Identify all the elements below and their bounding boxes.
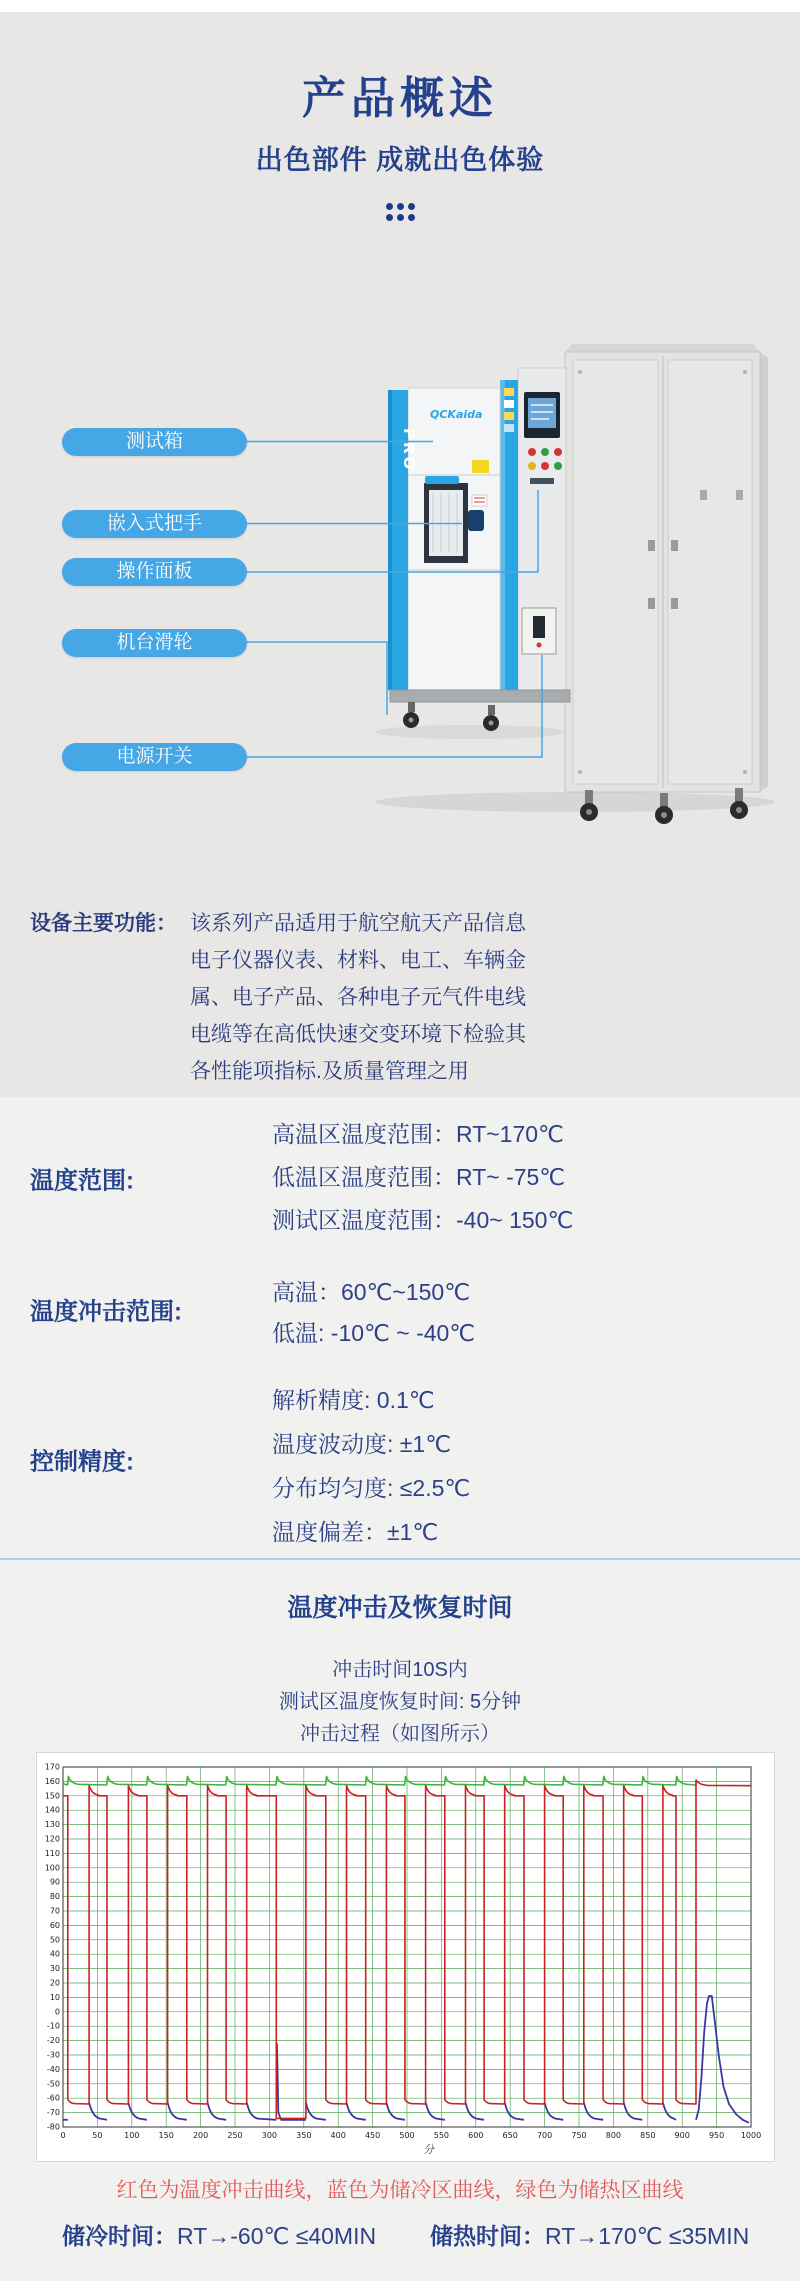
callout-power-switch: 电源开关 <box>62 743 247 771</box>
svg-text:0: 0 <box>54 2007 60 2017</box>
svg-text:170: 170 <box>44 1762 60 1772</box>
svg-text:80: 80 <box>49 1892 60 1902</box>
top-white-strip <box>0 0 800 12</box>
svg-text:1000: 1000 <box>740 2131 762 2140</box>
svg-text:120: 120 <box>44 1834 60 1844</box>
spec-label: 温度范围: <box>30 1167 134 1194</box>
shock-recovery-chart <box>36 1752 775 2162</box>
svg-text:160: 160 <box>44 1776 60 1786</box>
svg-text:-50: -50 <box>46 2079 60 2089</box>
svg-text:550: 550 <box>433 2131 450 2140</box>
svg-text:700: 700 <box>536 2131 553 2140</box>
svg-text:20: 20 <box>49 1978 60 1988</box>
callout-control-panel: 操作面板 <box>62 558 247 586</box>
svg-text:400: 400 <box>330 2131 346 2140</box>
page-subtitle: 出色部件 成就出色体验 <box>255 145 545 175</box>
svg-text:500: 500 <box>399 2131 415 2140</box>
recovery-notes: 冲击时间10S内 测试区温度恢复时间: 5分钟 冲击过程（如图所示） <box>278 1659 522 1745</box>
svg-text:60: 60 <box>49 1920 60 1930</box>
cold-storage-value: RT→-60℃ ≤40MIN <box>177 2223 377 2249</box>
svg-text:50: 50 <box>49 1935 60 1945</box>
grid-dots-icon <box>0 203 800 221</box>
svg-text:950: 950 <box>708 2131 725 2140</box>
svg-text:850: 850 <box>640 2131 656 2140</box>
callout-embedded-handle: 嵌入式把手 <box>62 510 247 538</box>
svg-text:-10: -10 <box>46 2021 60 2031</box>
svg-text:0: 0 <box>60 2131 66 2140</box>
main-functions-block <box>30 905 630 1090</box>
spec-rows: 高温区温度范围：RT~170℃ 低温区温度范围：RT~ -75℃ 测试区温度范围：-40~ 150℃ <box>272 1121 574 1233</box>
recovery-heading: 温度冲击及恢复时间 <box>287 1594 513 1622</box>
heat-storage-label: 储热时间： <box>430 2223 545 2249</box>
cold-storage-label: 储冷时间： <box>62 2223 177 2249</box>
svg-text:150: 150 <box>158 2131 174 2140</box>
pro-side-label: PRO <box>400 428 418 473</box>
svg-text:-80: -80 <box>46 2122 60 2132</box>
machine-handle <box>468 510 484 531</box>
spec-label: 温度冲击范围: <box>30 1298 182 1326</box>
callout-test-box: 测试箱 <box>62 428 247 456</box>
page-title: 产品概述 <box>302 74 498 123</box>
brand-logo: QCKaida <box>430 408 483 421</box>
svg-text:200: 200 <box>192 2131 209 2140</box>
spec-rows: 高温：60℃~150℃ 低温: -10℃ ~ -40℃ <box>272 1279 476 1346</box>
svg-text:40: 40 <box>49 1949 60 1959</box>
svg-text:分: 分 <box>423 2143 434 2156</box>
cabinet-door-left <box>573 360 658 784</box>
machine-illustration <box>0 340 800 860</box>
functions-label: 设备主要功能： <box>30 912 177 935</box>
svg-text:30: 30 <box>49 1964 60 1974</box>
svg-text:250: 250 <box>227 2131 243 2140</box>
heat-storage-value: RT→170℃ ≤35MIN <box>545 2223 750 2249</box>
svg-text:800: 800 <box>605 2131 622 2140</box>
chart-legend-text: 红色为温度冲击曲线，蓝色为储冷区曲线，绿色为储热区曲线 <box>116 2179 684 2202</box>
svg-text:-70: -70 <box>46 2108 60 2118</box>
svg-text:130: 130 <box>44 1820 60 1830</box>
spec-control-precision <box>0 1360 800 1560</box>
spec-shock-range <box>0 1258 800 1362</box>
heat-storage-time <box>430 2218 749 2251</box>
hero-section <box>0 12 800 1097</box>
svg-text:450: 450 <box>364 2131 381 2140</box>
svg-text:-60: -60 <box>46 2093 60 2103</box>
svg-text:-30: -30 <box>46 2050 60 2060</box>
warning-sticker <box>472 460 489 473</box>
svg-text:100: 100 <box>44 1863 60 1873</box>
svg-text:350: 350 <box>296 2131 312 2140</box>
functions-text: 该系列产品适用于航空航天产品信息 电子仪器仪表、材料、电工、车辆金 属、电子产品、各种电子元气件电线 电缆等在高低快速交变环境下检验其 各性能项指标.及质量管理之用 <box>190 912 526 1083</box>
spec-rows: 解析精度: 0.1℃ 温度波动度: ±1℃ 分布均匀度: ≤2.5℃ 温度偏差：±1℃ <box>272 1387 471 1545</box>
cabinet-door-right <box>668 360 752 784</box>
svg-text:90: 90 <box>49 1877 60 1887</box>
cold-storage-time <box>62 2218 376 2251</box>
svg-text:900: 900 <box>674 2131 690 2140</box>
svg-text:150: 150 <box>44 1791 60 1801</box>
svg-text:50: 50 <box>92 2131 103 2140</box>
svg-text:10: 10 <box>49 1992 60 2002</box>
svg-text:-40: -40 <box>46 2064 60 2074</box>
callout-machine-casters: 机台滑轮 <box>62 629 247 657</box>
svg-text:300: 300 <box>261 2131 278 2140</box>
svg-text:140: 140 <box>44 1805 60 1815</box>
svg-text:70: 70 <box>49 1906 60 1916</box>
svg-text:750: 750 <box>571 2131 587 2140</box>
spec-label: 控制精度: <box>30 1448 134 1476</box>
svg-text:110: 110 <box>44 1848 60 1858</box>
svg-text:-20: -20 <box>46 2036 60 2046</box>
svg-text:600: 600 <box>468 2131 484 2140</box>
svg-text:650: 650 <box>502 2131 518 2140</box>
svg-text:100: 100 <box>124 2131 140 2140</box>
spec-temperature-range <box>0 1097 800 1260</box>
